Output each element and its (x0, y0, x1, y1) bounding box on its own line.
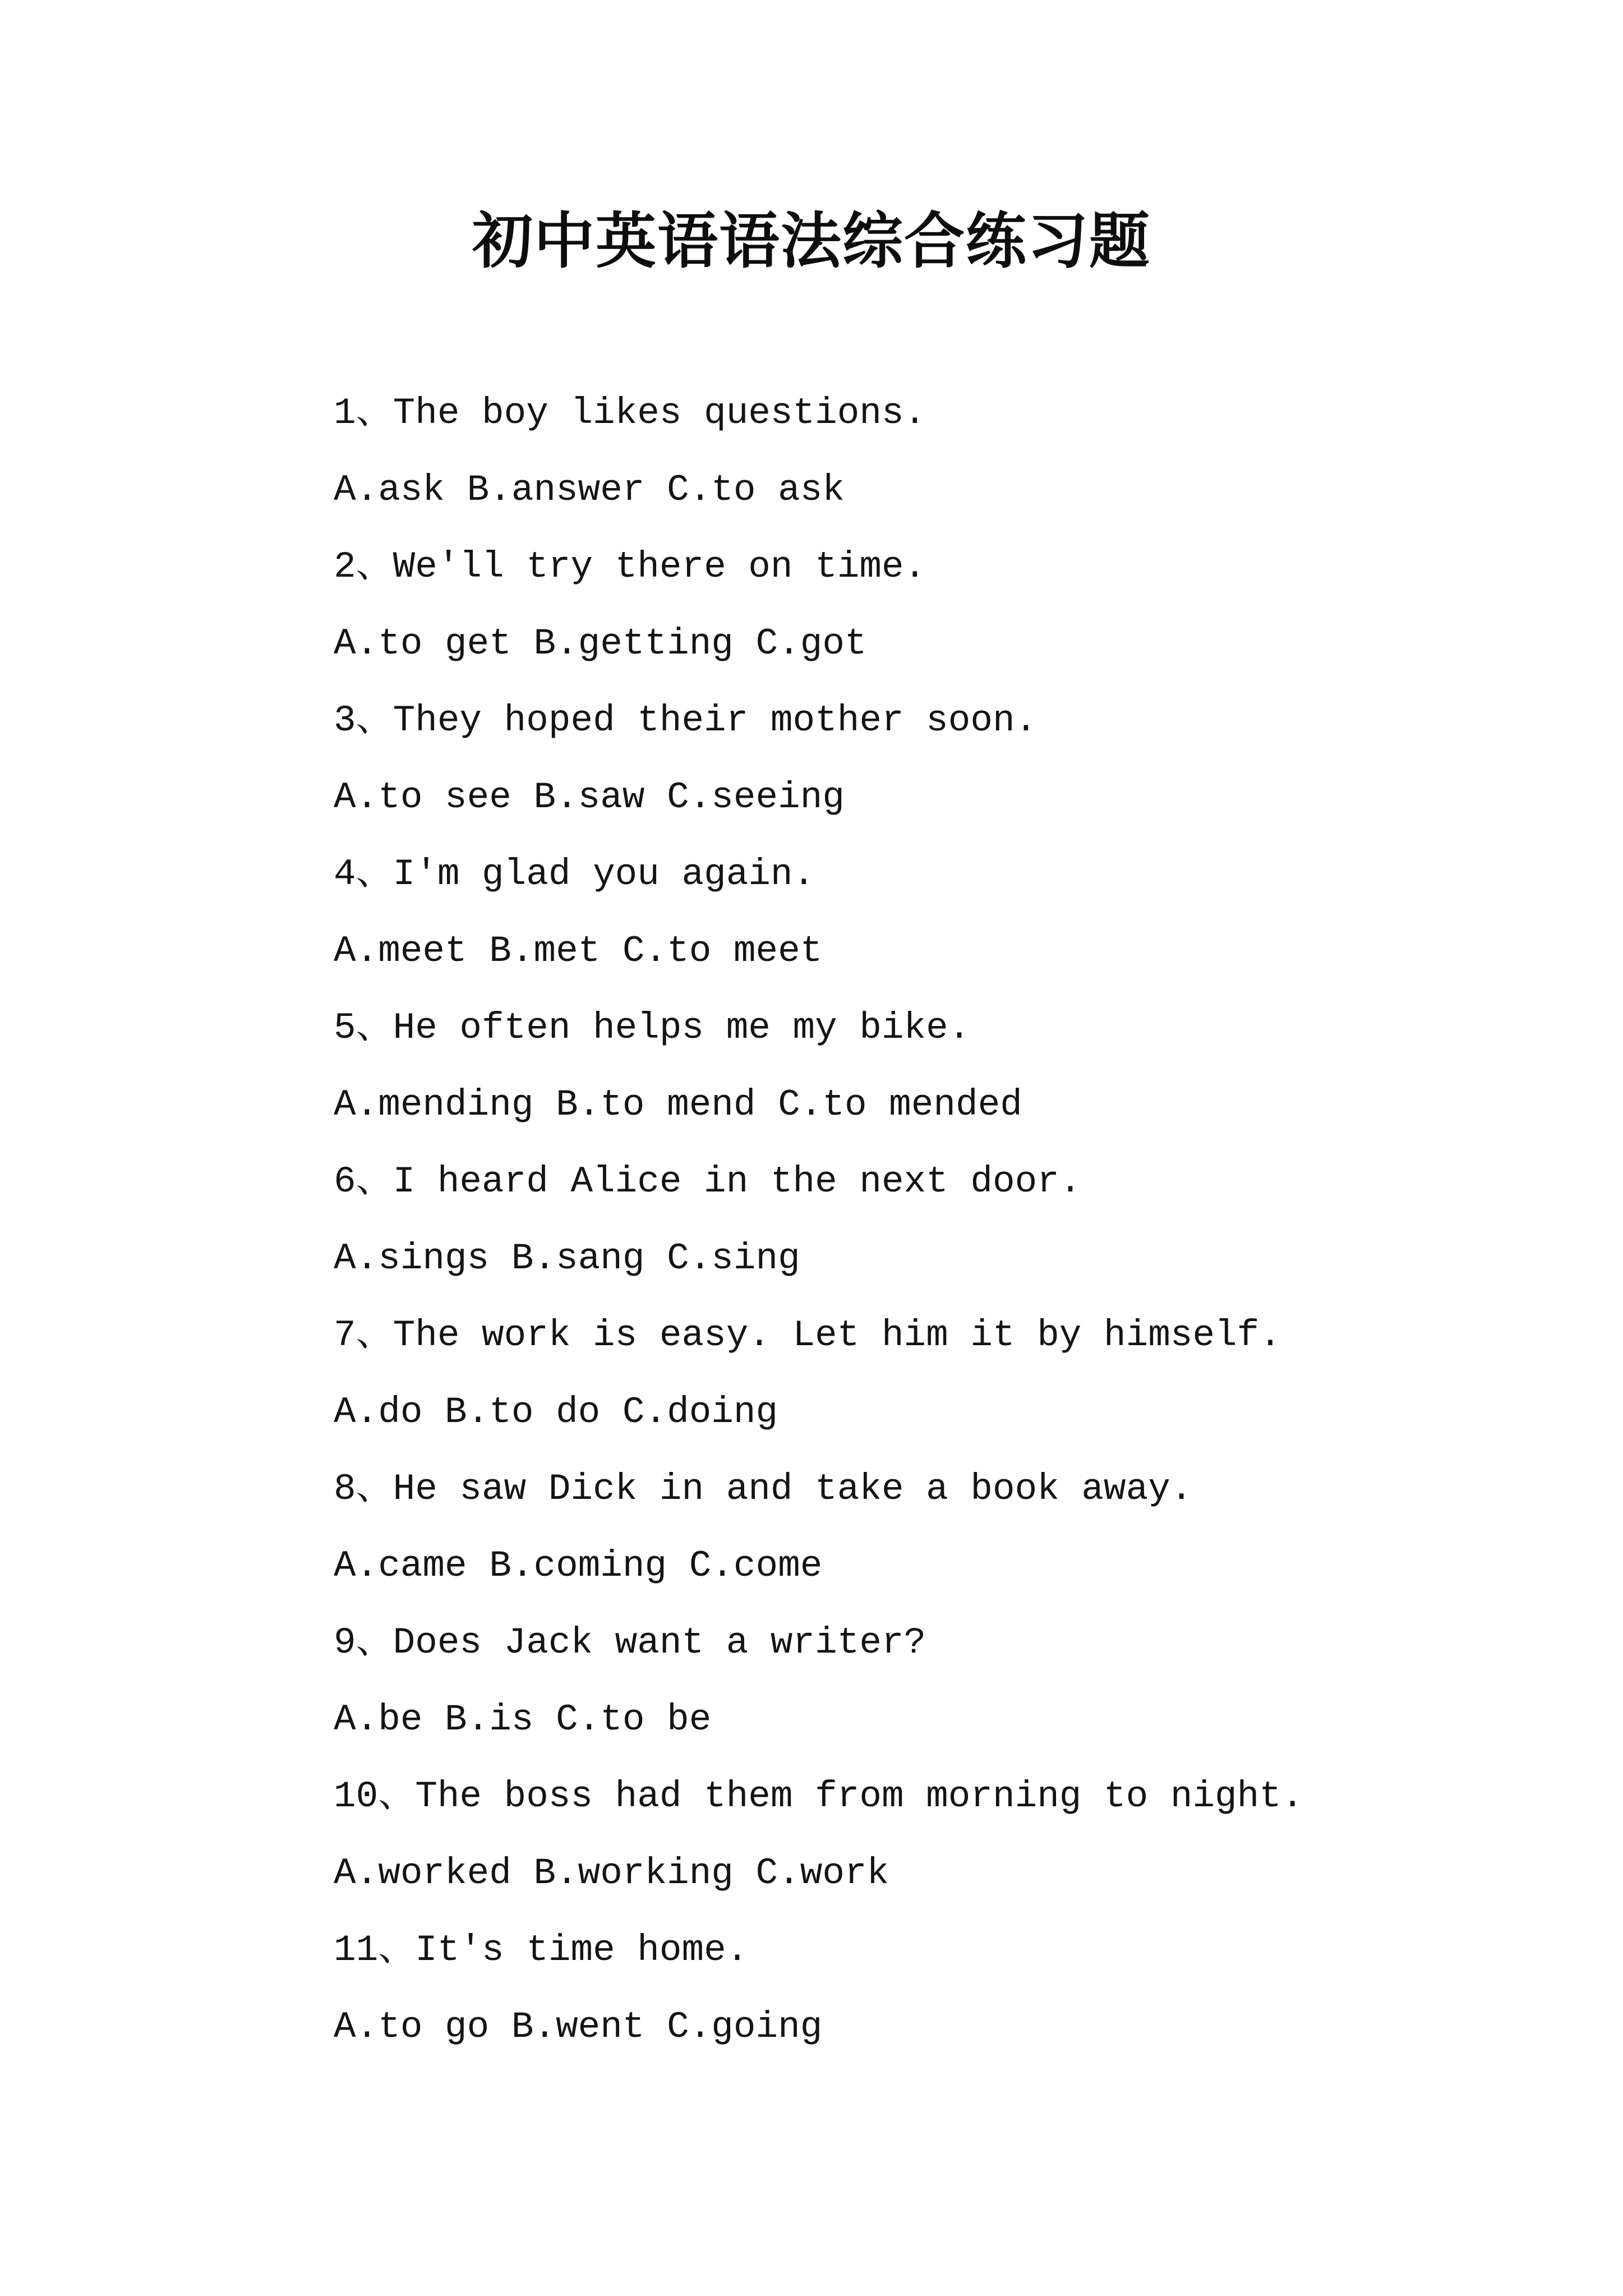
options-line: A.to see B.saw C.seeing (334, 776, 845, 818)
question-line: 11、It's time home. (334, 1929, 749, 1971)
question-line: 3、They hoped their mother soon. (334, 700, 1038, 742)
options-line: A.mending B.to mend C.to mended (334, 1084, 1022, 1126)
options-line: A.sings B.sang C.sing (334, 1237, 800, 1280)
question-line: 8、He saw Dick in and take a book away. (334, 1468, 1193, 1510)
question-line: 6、I heard Alice in the next door. (334, 1161, 1082, 1203)
options-line: A.be B.is C.to be (334, 1699, 712, 1741)
question-line: 10、The boss had them from morning to night. (334, 1775, 1304, 1818)
options-line: A.ask B.answer C.to ask (334, 469, 845, 511)
question-line: 1、The boy likes questions. (334, 392, 926, 434)
options-line: A.to get B.getting C.got (334, 623, 867, 665)
question-line: 2、We'll try there on time. (334, 546, 926, 588)
options-line: A.came B.coming C.come (334, 1545, 823, 1587)
question-line: 5、He often helps me my bike. (334, 1007, 971, 1049)
options-line: A.to go B.went C.going (334, 2006, 823, 2048)
options-line: A.do B.to do C.doing (334, 1391, 778, 1433)
question-line: 7、The work is easy. Let him it by himself. (334, 1314, 1281, 1356)
exercise-list (334, 375, 1511, 2065)
options-line: A.meet B.met C.to meet (334, 930, 823, 972)
options-line: A.worked B.working C.work (334, 1852, 889, 1894)
document-title: 初中英语语法综合练习题 (472, 206, 1151, 277)
question-line: 4、I'm glad you again. (334, 853, 815, 895)
question-line: 9、Does Jack want a writer? (334, 1622, 926, 1664)
